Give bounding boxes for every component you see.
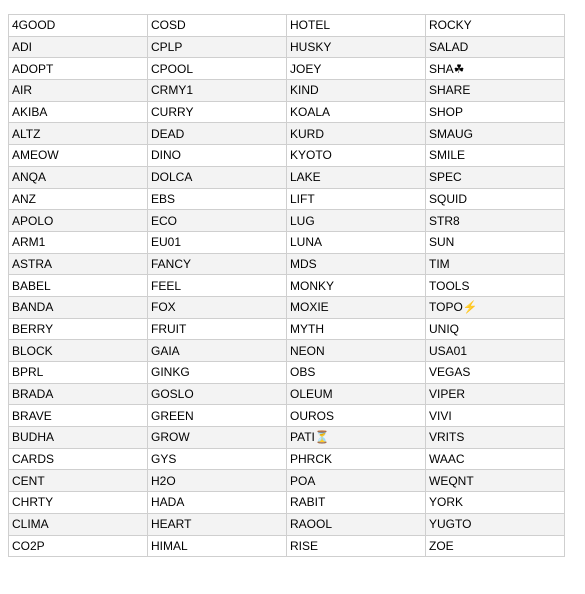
table-row: [9, 231, 565, 253]
table-row: [9, 80, 565, 102]
table-cell: UNIQ: [426, 318, 565, 340]
table-cell: WAAC: [426, 448, 565, 470]
table-cell: SQUID: [426, 188, 565, 210]
table-cell: ALTZ: [9, 123, 148, 145]
table-cell: VRITS: [426, 427, 565, 449]
table-cell: RABIT: [287, 492, 426, 514]
table-row: [9, 145, 565, 167]
table-cell: EBS: [148, 188, 287, 210]
table-cell: TIM: [426, 253, 565, 275]
ticker-table: [8, 14, 565, 557]
table-row: [9, 492, 565, 514]
table-cell: HADA: [148, 492, 287, 514]
table-row: [9, 210, 565, 232]
table-cell: GAIA: [148, 340, 287, 362]
table-cell: CURRY: [148, 101, 287, 123]
table-cell: CLIMA: [9, 513, 148, 535]
table-cell: AMEOW: [9, 145, 148, 167]
table-cell: NEON: [287, 340, 426, 362]
table-cell: YORK: [426, 492, 565, 514]
table-cell: KYOTO: [287, 145, 426, 167]
table-cell: SHARE: [426, 80, 565, 102]
table-cell: ASTRA: [9, 253, 148, 275]
table-cell: GINKG: [148, 362, 287, 384]
table-cell: AIR: [9, 80, 148, 102]
table-cell: SHA☘: [426, 58, 565, 80]
table-cell: MONKY: [287, 275, 426, 297]
table-cell: SPEC: [426, 166, 565, 188]
table-cell: LUNA: [287, 231, 426, 253]
table-cell: JOEY: [287, 58, 426, 80]
table-row: [9, 535, 565, 557]
table-cell: BUDHA: [9, 427, 148, 449]
table-cell: OBS: [287, 362, 426, 384]
table-cell: GYS: [148, 448, 287, 470]
table-cell: CPLP: [148, 36, 287, 58]
table-cell: SHOP: [426, 101, 565, 123]
table-cell: EU01: [148, 231, 287, 253]
table-cell: CPOOL: [148, 58, 287, 80]
table-cell: KIND: [287, 80, 426, 102]
table-cell: AKIBA: [9, 101, 148, 123]
table-cell: POA: [287, 470, 426, 492]
table-cell: SALAD: [426, 36, 565, 58]
table-row: [9, 188, 565, 210]
table-cell: GROW: [148, 427, 287, 449]
table-cell: BABEL: [9, 275, 148, 297]
table-cell: LAKE: [287, 166, 426, 188]
table-cell: ADI: [9, 36, 148, 58]
table-cell: FANCY: [148, 253, 287, 275]
ticker-table-body: [9, 15, 565, 557]
table-cell: ECO: [148, 210, 287, 232]
table-row: [9, 101, 565, 123]
table-cell: RISE: [287, 535, 426, 557]
table-cell: CO2P: [9, 535, 148, 557]
table-cell: ANQA: [9, 166, 148, 188]
table-cell: H2O: [148, 470, 287, 492]
table-cell: ROCKY: [426, 15, 565, 37]
table-cell: YUGTO: [426, 513, 565, 535]
table-cell: LUG: [287, 210, 426, 232]
table-cell: GOSLO: [148, 383, 287, 405]
table-cell: CARDS: [9, 448, 148, 470]
table-row: [9, 275, 565, 297]
table-cell: CENT: [9, 470, 148, 492]
table-cell: LIFT: [287, 188, 426, 210]
table-cell: ARM1: [9, 231, 148, 253]
table-cell: RAOOL: [287, 513, 426, 535]
table-cell: DEAD: [148, 123, 287, 145]
table-cell: FOX: [148, 296, 287, 318]
table-cell: GREEN: [148, 405, 287, 427]
table-cell: BERRY: [9, 318, 148, 340]
table-cell: FEEL: [148, 275, 287, 297]
table-cell: MOXIE: [287, 296, 426, 318]
table-cell: MDS: [287, 253, 426, 275]
table-cell: OUROS: [287, 405, 426, 427]
table-cell: 4GOOD: [9, 15, 148, 37]
table-cell: ZOE: [426, 535, 565, 557]
table-row: [9, 340, 565, 362]
table-cell: VIVI: [426, 405, 565, 427]
table-cell: VEGAS: [426, 362, 565, 384]
table-row: [9, 166, 565, 188]
table-row: [9, 362, 565, 384]
table-row: [9, 123, 565, 145]
table-row: [9, 405, 565, 427]
table-cell: KOALA: [287, 101, 426, 123]
table-cell: ANZ: [9, 188, 148, 210]
table-cell: PATI⏳: [287, 427, 426, 449]
table-cell: ADOPT: [9, 58, 148, 80]
table-cell: SMAUG: [426, 123, 565, 145]
table-row: [9, 318, 565, 340]
table-cell: SUN: [426, 231, 565, 253]
table-row: [9, 296, 565, 318]
table-cell: BRAVE: [9, 405, 148, 427]
table-cell: SMILE: [426, 145, 565, 167]
table-cell: BLOCK: [9, 340, 148, 362]
table-cell: OLEUM: [287, 383, 426, 405]
table-cell: BRADA: [9, 383, 148, 405]
table-cell: HUSKY: [287, 36, 426, 58]
table-cell: HIMAL: [148, 535, 287, 557]
table-row: [9, 513, 565, 535]
table-cell: DOLCA: [148, 166, 287, 188]
table-cell: STR8: [426, 210, 565, 232]
table-cell: HEART: [148, 513, 287, 535]
table-cell: BANDA: [9, 296, 148, 318]
table-row: [9, 427, 565, 449]
table-cell: APOLO: [9, 210, 148, 232]
table-cell: WEQNT: [426, 470, 565, 492]
table-cell: HOTEL: [287, 15, 426, 37]
table-row: [9, 448, 565, 470]
table-cell: DINO: [148, 145, 287, 167]
table-cell: PHRCK: [287, 448, 426, 470]
table-cell: VIPER: [426, 383, 565, 405]
table-cell: MYTH: [287, 318, 426, 340]
table-cell: USA01: [426, 340, 565, 362]
table-cell: TOPO⚡: [426, 296, 565, 318]
table-row: [9, 36, 565, 58]
table-cell: COSD: [148, 15, 287, 37]
table-row: [9, 58, 565, 80]
table-cell: CHRTY: [9, 492, 148, 514]
table-row: [9, 253, 565, 275]
table-row: [9, 383, 565, 405]
table-cell: FRUIT: [148, 318, 287, 340]
table-cell: KURD: [287, 123, 426, 145]
table-cell: BPRL: [9, 362, 148, 384]
table-row: [9, 15, 565, 37]
table-cell: TOOLS: [426, 275, 565, 297]
table-cell: CRMY1: [148, 80, 287, 102]
table-row: [9, 470, 565, 492]
